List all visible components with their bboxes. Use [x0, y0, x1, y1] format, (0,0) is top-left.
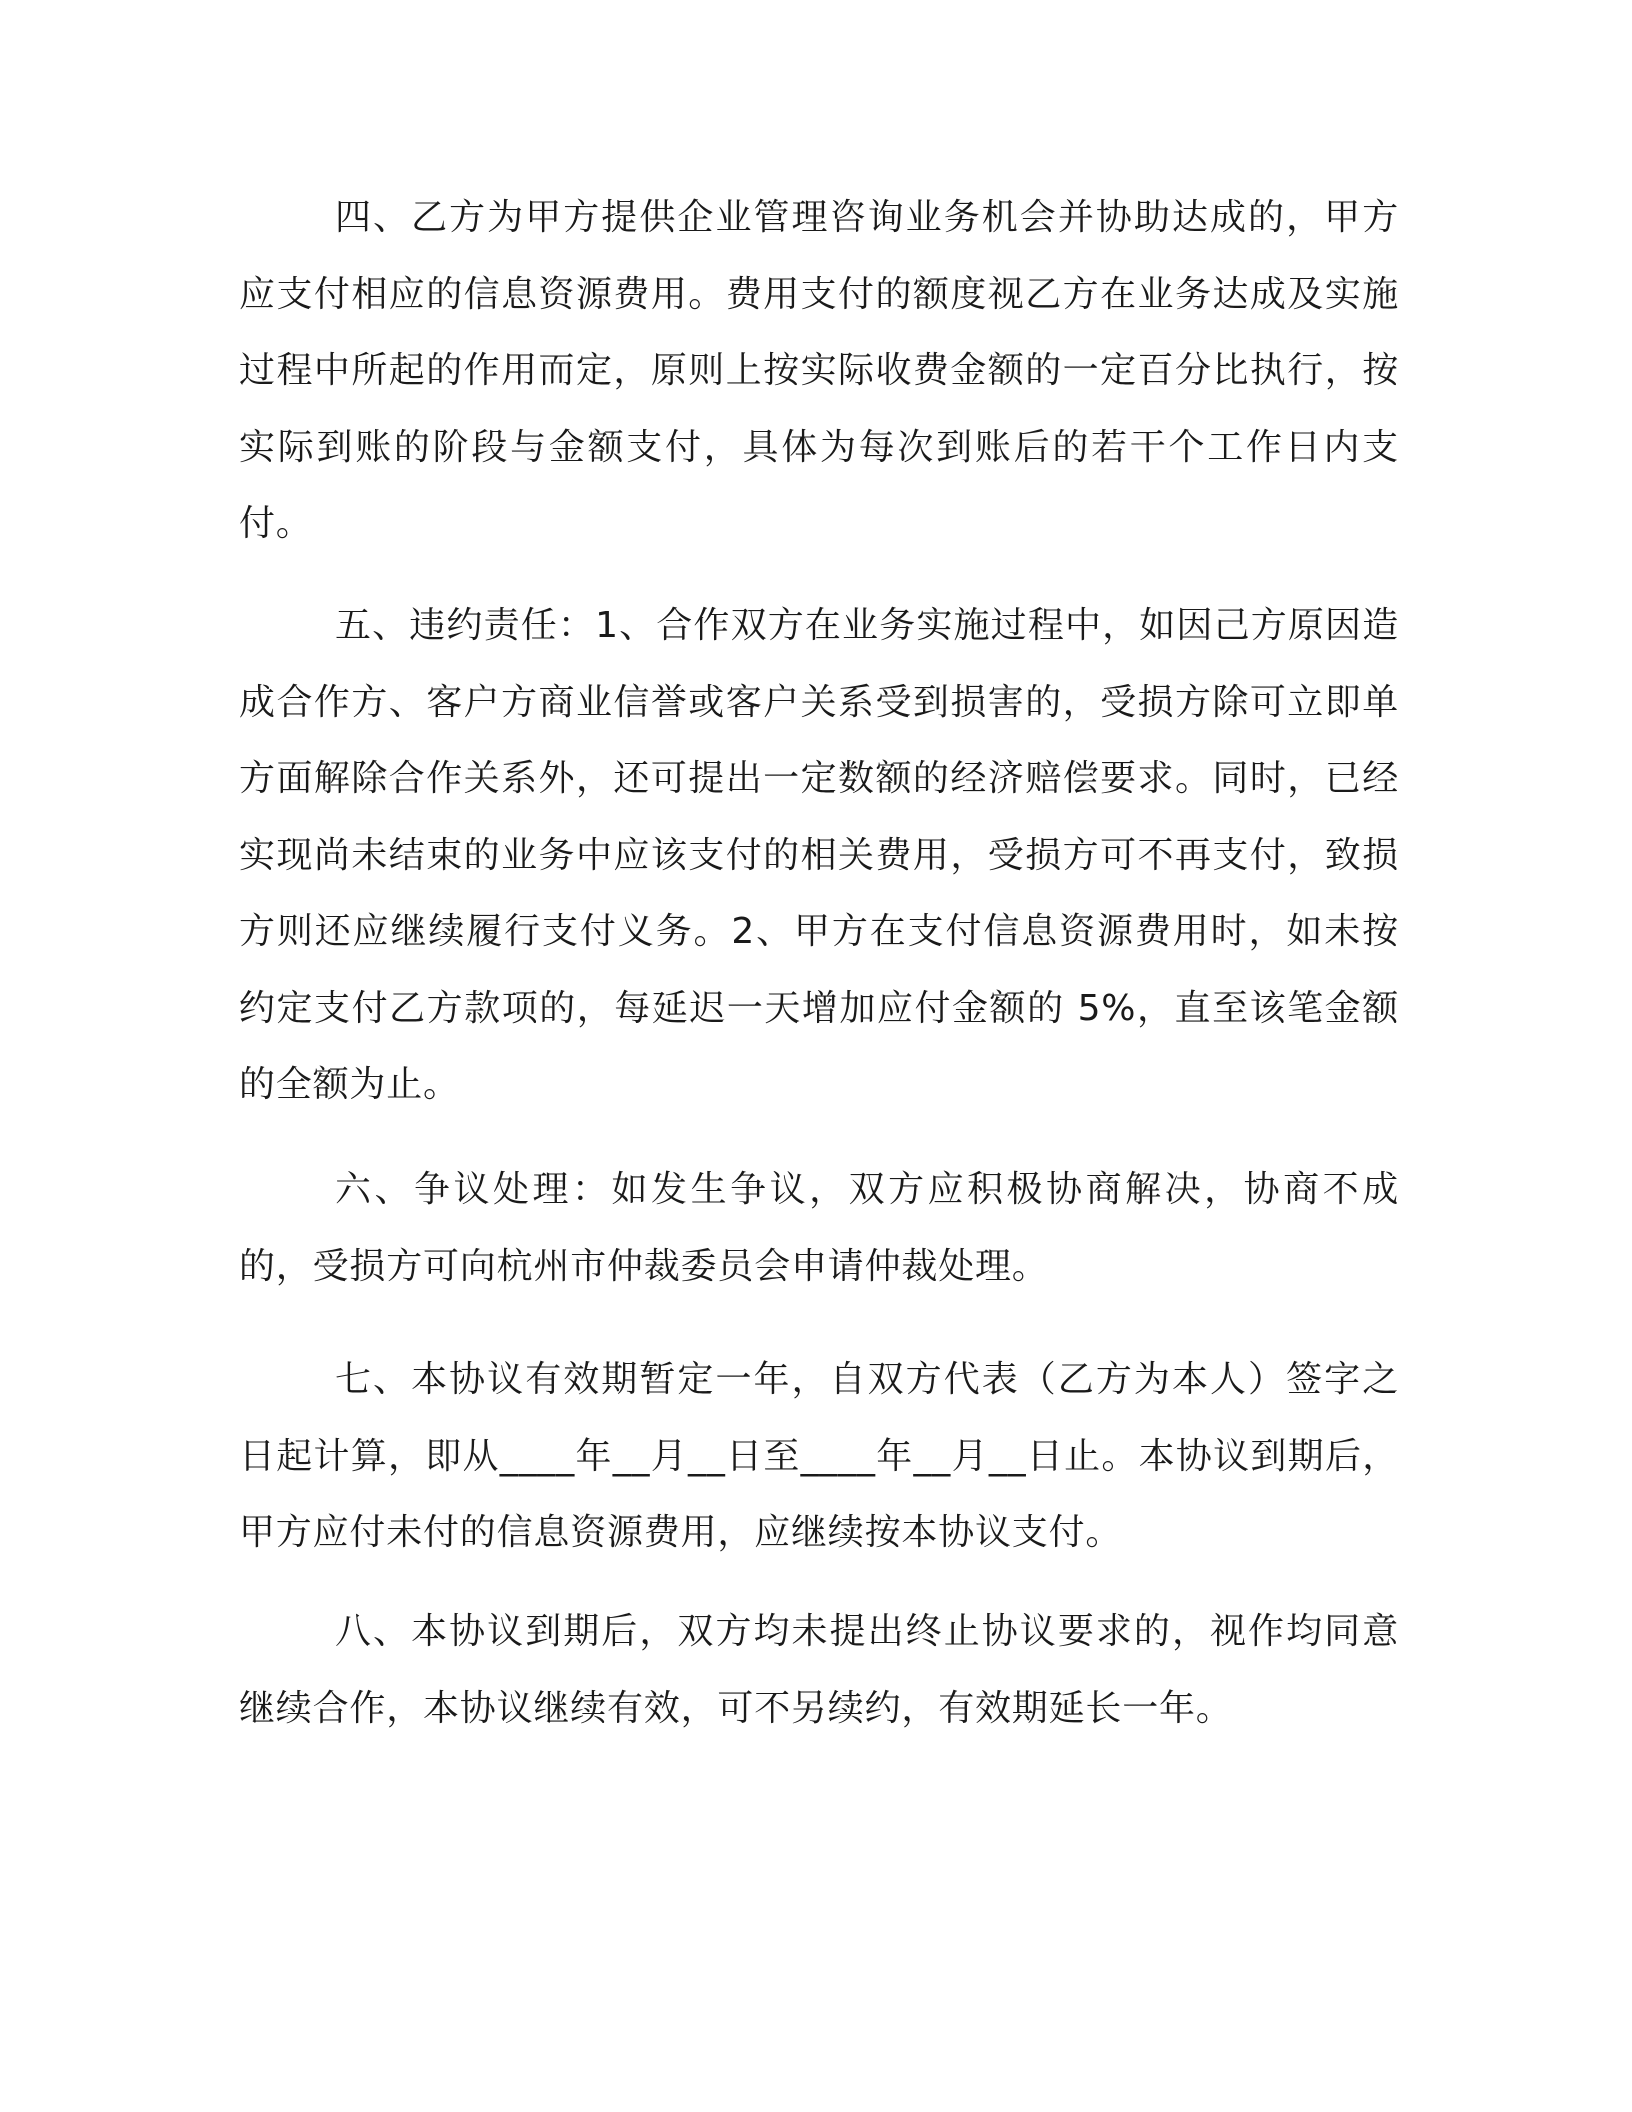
clause-6-paragraph: 六、争议处理：如发生争议，双方应积极协商解决，协商不成的，受损方可向杭州市仲裁委员会申请仲裁处理。	[239, 1169, 1399, 1287]
clause-5-paragraph: 五、违约责任：1、合作双方在业务实施过程中，如因己方原因造成合作方、客户方商业信誉或客户关系受到损害的，受损方除可立即单方面解除合作关系外，还可提出一定数额的经济赔偿要求。同时，已经实现尚未结束的业务中应该支付的相关费用，受损方可不再支付，致损方则还应继续履行支付义务。2、甲方在支付信息资源费用时，如未按约定支付乙方款项的，每延迟一天增加应付金额的 5%，直至该笔金额的全额为止。	[239, 605, 1399, 1105]
clause-8-paragraph: 八、本协议到期后，双方均未提出终止协议要求的，视作均同意继续合作，本协议继续有效，可不另续约，有效期延长一年。	[239, 1611, 1399, 1729]
clause-7-paragraph: 七、本协议有效期暂定一年，自双方代表（乙方为本人）签字之日起计算，即从____年__月__日至____年__月__日止。本协议到期后，甲方应付未付的信息资源费用，应继续按本协议支付。	[239, 1359, 1399, 1553]
clause-4-paragraph: 四、乙方为甲方提供企业管理咨询业务机会并协助达成的，甲方应支付相应的信息资源费用。费用支付的额度视乙方在业务达成及实施过程中所起的作用而定，原则上按实际收费金额的一定百分比执行，按实际到账的阶段与金额支付，具体为每次到账后的若干个工作日内支付。	[239, 197, 1399, 544]
